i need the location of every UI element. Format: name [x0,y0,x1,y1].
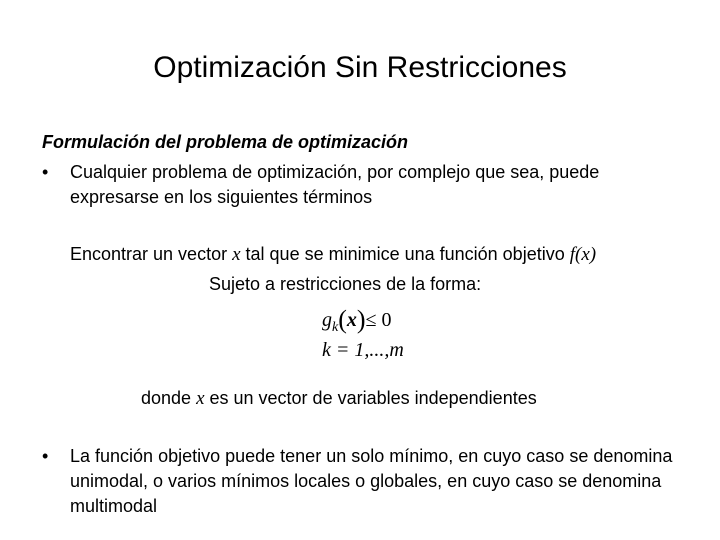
constraint-line: Sujeto a restricciones de la forma: [209,274,482,294]
where-x: x [196,388,205,409]
index-equation [322,338,404,362]
eq-close-paren: ) [356,305,366,334]
eq-k: k [322,339,331,361]
eq-k-sub: k [332,320,339,335]
eq-x: x [346,309,357,331]
bullet-text-2: La función objetivo puede tener un solo mínimo, en cuyo caso se denomina unimodal, o varios mínimos locales o globales, en cuyo caso se denomina multimodal [70,446,673,516]
bullet-item-1 [42,160,682,210]
statement-mid: tal que se minimice una función objetivo [240,244,570,264]
eq-g: g [322,309,332,331]
section-subtitle: Formulación del problema de optimización [42,132,409,152]
eq-relation: ≤ 0 [365,309,392,331]
bullet-icon: • [42,162,49,182]
statement-pre: Encontrar un vector [70,244,233,264]
bullet-icon: • [42,446,49,466]
eq-k-range: = 1,...,m [330,339,404,361]
vector-x: x [232,244,241,265]
where-line [141,386,537,411]
eq-open-paren: ( [338,305,347,334]
where-post: es un vector de variables independientes [204,388,537,408]
bullet-text-1: Cualquier problema de optimización, por complejo que sea, puede expresarse en los siguientes términos [70,162,600,207]
constraint-equation [322,306,392,335]
problem-statement [70,242,596,267]
page-title: Optimización Sin Restricciones [153,51,567,84]
where-pre: donde [141,388,197,408]
bullet-item-2 [42,444,682,519]
objective-function: f(x) [569,244,597,265]
